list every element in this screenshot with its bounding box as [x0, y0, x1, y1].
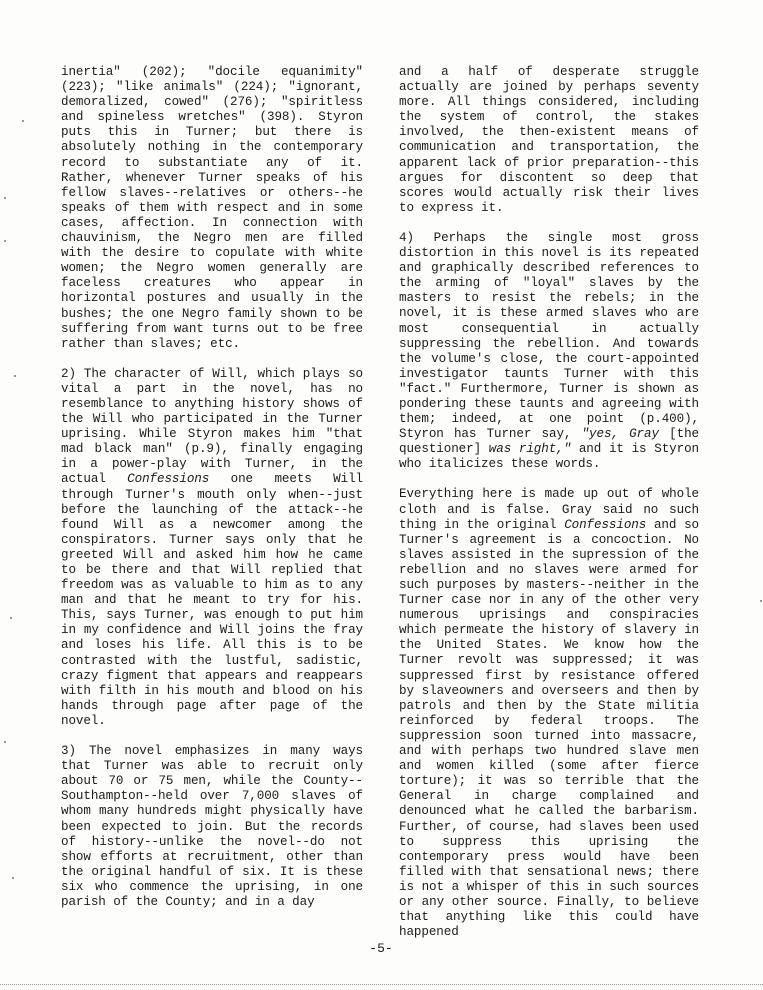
paragraph-text: Everything here is made up out of whole cloth and is false. Gray said no such thing in the original: [399, 487, 699, 532]
paragraph-text: and a half of desperate struggle actually are joined by perhaps seventy more. All things considered, including the system of control, the stakes involved, the then-existent means of communication and transportation, the apparent lack of prior preparation--this argues for discontent so deep that scores would actually risk their lives to express it.: [399, 65, 699, 215]
margin-mark: [760, 600, 762, 602]
page-number: -5-: [369, 941, 393, 956]
paragraph-text: inertia" (202); "docile equanimity" (223); "like animals" (224); "ignorant, demoralized, cowed" (276); "spiritless and spineless wretches" (398). Styron puts this in Turner; but there is absolutely nothing in the contemporary record to substantiate any of it. Rather, whenever Turner speaks of his fellow slaves--relatives or others--he speaks of them with respect and in some cases, affection. In connection with chauvinism, the Negro men are filled with the desire to copulate with white women; the Negro women generally are faceless creatures who appear in horizontal postures and usually in the bushes; the one Negro family shown to be suffering from want turns out to be free rather than slaves; etc.: [61, 65, 363, 351]
paragraph-text: 4) Perhaps the single most gross distortion in this novel is its repeated and graphically described references to the arming of "loyal" slaves by the masters to resist the rebels; in the novel, it is these armed slaves who are most consequential in actually suppressing the rebellion. And towards the volume's close, the court-appointed investigator taunts Turner with this "fact." Furthermore, Turner is shown as pondering these taunts and agreeing with them; indeed, at one point (p.400), Styron has Turner say,: [399, 230, 699, 442]
paragraph: [399, 231, 699, 473]
margin-mark: [10, 617, 12, 619]
margin-mark: [12, 877, 14, 879]
right-column: [399, 65, 699, 955]
paragraph: [399, 65, 699, 216]
paragraph: [61, 744, 363, 910]
italic-text: "yes, Gray: [581, 427, 659, 442]
paragraph: [399, 487, 699, 940]
paragraph: [61, 65, 363, 352]
paragraph-text: [the questioner]: [399, 427, 699, 457]
paragraph-text: and it is Styron who italicizes these words.: [399, 442, 699, 472]
italic-text: Confessions: [564, 517, 647, 532]
margin-mark: [14, 375, 16, 377]
page-bottom-rule: [0, 984, 763, 985]
margin-mark: [4, 741, 6, 743]
left-column: [61, 65, 363, 925]
paragraph-text: 2) The character of Will, which plays so vital a part in the novel, has no resemblance to anything history shows of the Will who participated in the Turner uprising. While Styron makes him "that mad black man" (p.9), finally engaging in a power-play with Turner, in the actual: [61, 366, 363, 487]
margin-mark: [4, 240, 6, 242]
paragraph-text: one meets Will through Turner's mouth only when--just before the launching of the attack--he found Will as a newcomer among the conspirators. Turner says only that he greeted Will and asked him how he came to be there and that Will replied that freedom was as valuable to him as to any man and that he meant to try for his. This, says Turner, was enough to put him in my confidence and Will joins the fray and loses his life. All this is to be contrasted with the lustful, sadistic, crazy figment that appears and reappears with filth in his mouth and blood on his hands through page after page of the novel.: [61, 472, 363, 728]
paragraph-text: and so Turner's agreement is a concoction. No slaves assisted in the supression of the rebellion and no slaves were armed for such purposes by masters--neither in the Turner case nor in any of the other very numerous uprisings and conspiracies which permeate the history of slavery in the United States. We know how the Turner revolt was suppressed; it was suppressed first by resistance offered by slaveowners and overseers and then by patrols and then by the State militia reinforced by federal troops. The suppression soon turned into massacre, and with perhaps two hundred slave men and women killed (some after fierce torture); it was so terrible that the General in charge complained and denounced what he called the barbarism. Further, of course, had slaves been used to suppress this uprising the contemporary press would have been filled with that sensational news; there is not a whisper of this in such sources or any other source. Finally, to believe that anything like this could have happened: [399, 517, 699, 940]
paragraph-text: 3) The novel emphasizes in many ways that Turner was able to recruit only about 70 or 75 men, while the County--Southampton--held over 7,000 slaves of whom many hundreds might physically have been expected to join. But the records of history--unlike the novel--do not show efforts at recruitment, other than the original handful of six. It is these six who commence the uprising, in one parish of the County; and in a day: [61, 744, 363, 909]
italic-text: was right,": [488, 442, 572, 457]
italic-text: Confessions: [127, 472, 210, 487]
margin-mark: [4, 197, 6, 199]
paragraph: [61, 367, 363, 729]
margin-mark: [22, 120, 24, 122]
